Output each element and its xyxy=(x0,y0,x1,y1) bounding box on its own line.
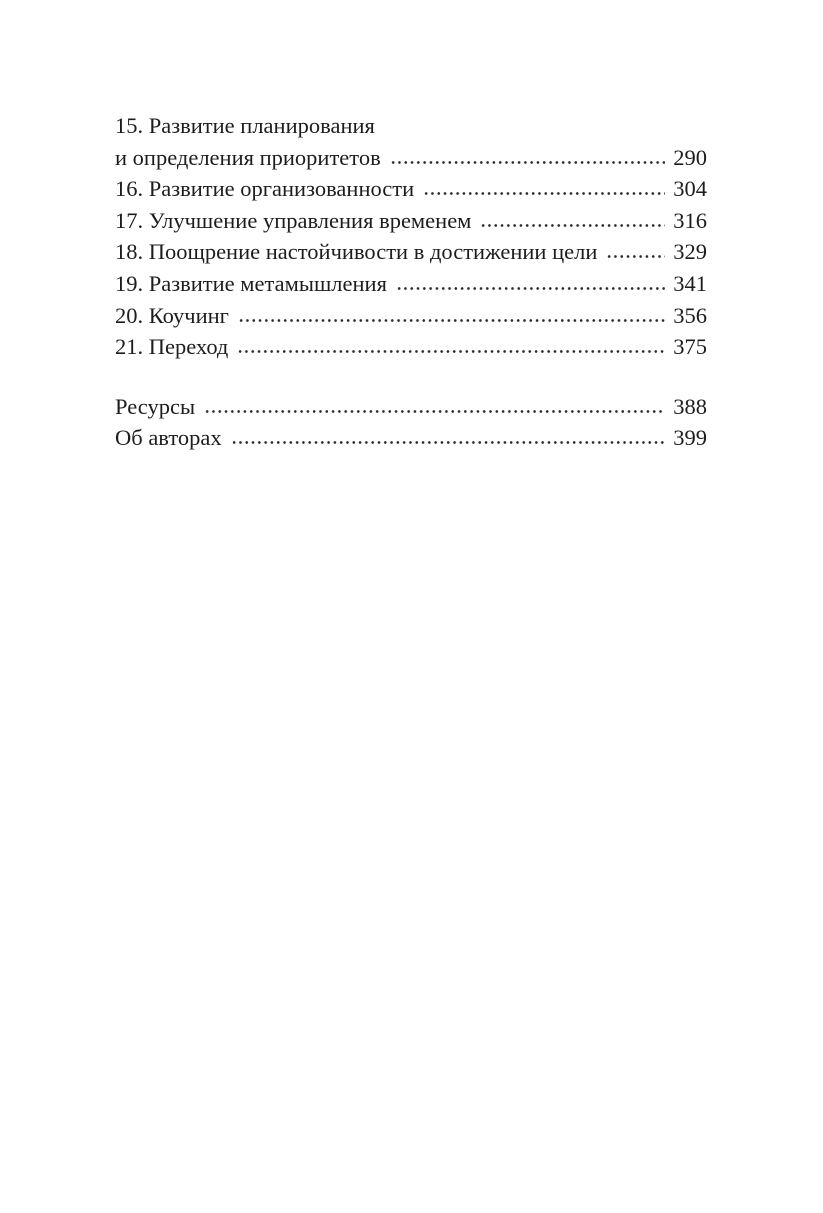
toc-entry-row xyxy=(115,142,707,174)
toc-entry-label: 18. Поощрение настойчивости в достижении цели xyxy=(115,239,598,265)
toc-entry-label: и определения приоритетов xyxy=(115,144,381,170)
toc-entry-label: 17. Улучшение управления временем xyxy=(115,207,472,233)
toc-page-number: 341 xyxy=(673,270,707,296)
toc-entry-row xyxy=(115,236,707,268)
toc-dot-leader xyxy=(480,223,665,228)
toc-entry-label: 19. Развитие метамышления xyxy=(115,270,387,296)
toc-entry-row xyxy=(115,110,707,142)
toc-dot-leader xyxy=(606,254,665,259)
toc-entry-row xyxy=(115,422,707,454)
toc-entry-label: 20. Коучинг xyxy=(115,302,229,328)
toc-page-number: 399 xyxy=(673,425,707,451)
toc-entry-label: Об авторах xyxy=(115,425,222,451)
toc-entry-label: 16. Развитие организованности xyxy=(115,176,415,202)
toc-page-number: 304 xyxy=(673,176,707,202)
toc-page-number: 375 xyxy=(673,334,707,360)
toc-dot-leader xyxy=(396,286,665,291)
toc-dot-leader xyxy=(231,440,665,445)
toc-section xyxy=(115,391,707,454)
toc-entry-row xyxy=(115,268,707,300)
toc-entry-label: 15. Развитие планирования xyxy=(115,113,375,138)
toc-entry-label: 21. Переход xyxy=(115,334,229,360)
toc-page-number: 388 xyxy=(673,393,707,419)
toc-dot-leader xyxy=(204,409,665,414)
toc-page-number: 290 xyxy=(673,144,707,170)
toc-section xyxy=(115,110,707,363)
toc-dot-leader xyxy=(423,191,665,196)
toc-entry-row xyxy=(115,391,707,423)
table-of-contents xyxy=(115,110,707,454)
toc-entry-label: Ресурсы xyxy=(115,393,196,419)
toc-page-number: 329 xyxy=(673,239,707,265)
toc-entry-row xyxy=(115,173,707,205)
toc-entry-row xyxy=(115,205,707,237)
toc-page-number: 316 xyxy=(673,207,707,233)
toc-page-number: 356 xyxy=(673,302,707,328)
toc-entry-row xyxy=(115,300,707,332)
toc-entry-row xyxy=(115,331,707,363)
toc-dot-leader xyxy=(390,160,665,165)
toc-dot-leader xyxy=(238,318,665,323)
toc-dot-leader xyxy=(237,349,665,354)
